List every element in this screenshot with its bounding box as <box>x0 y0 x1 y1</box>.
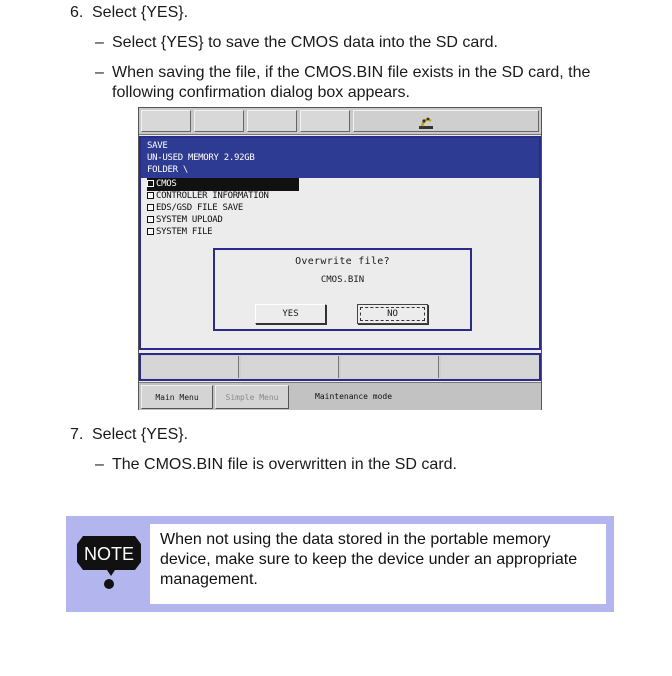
step-6 <box>70 3 188 23</box>
overwrite-dialog <box>213 248 472 331</box>
memory-info: UN-USED MEMORY 2.92GB <box>147 153 255 163</box>
top-toolbar <box>139 108 541 135</box>
bullet-item: – When saving the file, if the CMOS.BIN file exists in the SD card, the following confirmation dialog box appears. <box>95 63 615 103</box>
no-button[interactable]: NO <box>357 304 428 324</box>
bullet-text: When saving the file, if the CMOS.BIN file exists in the SD card, the following confirmation dialog box appears. <box>112 64 591 101</box>
main-menu-button[interactable]: Main Menu <box>141 385 213 409</box>
list-item[interactable]: SYSTEM FILE <box>147 226 212 239</box>
toolbar-button[interactable] <box>247 110 297 132</box>
bullet-text: Select {YES} to save the CMOS data into the SD card. <box>112 34 498 51</box>
function-key-bar <box>139 353 541 381</box>
note-icon <box>75 532 143 590</box>
file-save-panel <box>139 136 541 350</box>
pendant-screen <box>138 107 542 410</box>
yes-button[interactable]: YES <box>255 304 326 324</box>
function-key[interactable] <box>341 356 439 378</box>
step-number: 7. <box>70 426 84 443</box>
note-text: When not using the data stored in the portable memory device, make sure to keep the device under an appropriate management. <box>160 531 578 588</box>
bullet-text: The CMOS.BIN file is overwritten in the SD card. <box>112 456 457 473</box>
bullet-item: – The CMOS.BIN file is overwritten in the SD card. <box>95 455 615 475</box>
step-text: Select {YES}. <box>92 426 189 443</box>
mode-indicator: Maintenance mode <box>315 392 393 401</box>
note-icon-label: NOTE <box>83 544 135 564</box>
list-item[interactable]: EDS/GSD FILE SAVE <box>147 202 243 215</box>
step-text: Select {YES}. <box>92 4 189 21</box>
simple-menu-button[interactable]: Simple Menu <box>215 385 289 409</box>
status-area <box>353 110 539 132</box>
function-key[interactable] <box>241 356 339 378</box>
checkbox[interactable] <box>147 228 154 235</box>
robot-arm-icon <box>418 116 434 130</box>
checkbox[interactable] <box>147 180 154 187</box>
step-number: 6. <box>70 4 84 21</box>
toolbar-button[interactable] <box>194 110 244 132</box>
function-key[interactable] <box>441 356 539 378</box>
list-item-cmos[interactable]: CMOS <box>147 178 299 191</box>
folder-path: FOLDER \ <box>147 165 188 175</box>
list-item[interactable]: CONTROLLER INFORMATION <box>147 190 269 203</box>
dialog-filename: CMOS.BIN <box>320 275 365 285</box>
checkbox[interactable] <box>147 192 154 199</box>
dialog-title: Overwrite file? <box>295 256 390 267</box>
toolbar-button[interactable] <box>300 110 350 132</box>
step-7 <box>70 425 188 445</box>
checkbox[interactable] <box>147 204 154 211</box>
list-item[interactable]: SYSTEM UPLOAD <box>147 214 223 227</box>
function-key[interactable] <box>141 356 239 378</box>
toolbar-button[interactable] <box>141 110 191 132</box>
panel-title: SAVE <box>147 141 168 151</box>
panel-header <box>141 138 539 178</box>
bottom-menu-bar <box>139 382 541 410</box>
checkbox[interactable] <box>147 216 154 223</box>
bullet-item: – Select {YES} to save the CMOS data into the SD card. <box>95 33 615 53</box>
